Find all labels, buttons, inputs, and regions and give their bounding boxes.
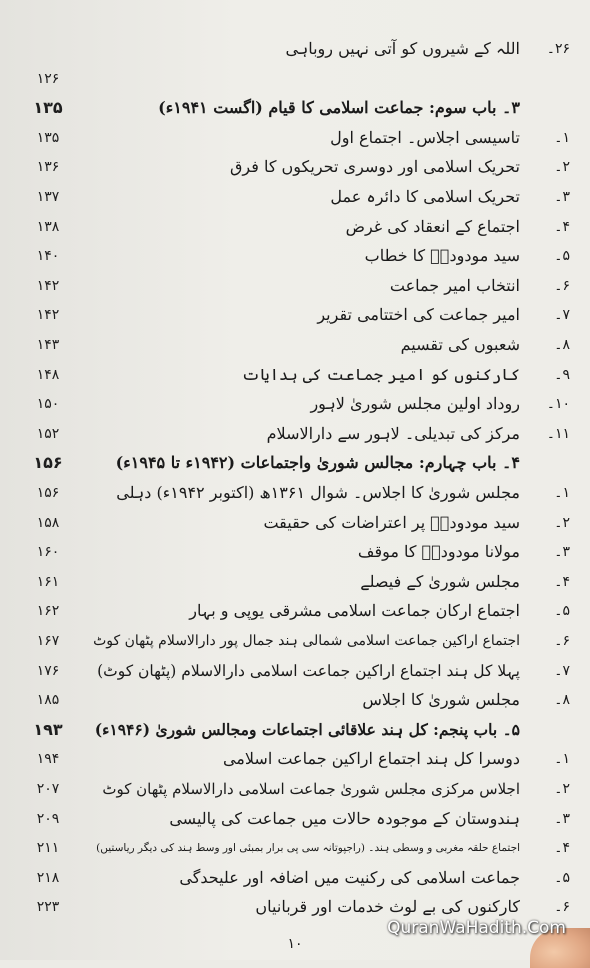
toc-entry-title: پہلا کل ہند اجتماع اراکین جماعت اسلامی دارالاسلام (پٹھان کوٹ) [97,661,520,680]
toc-entry-number: ۱۔ [554,485,570,501]
toc-entry-title: کارکنوں کی بے لوث خدمات اور قربانیاں [255,897,520,917]
toc-page-number: ۱۴۲ [36,307,60,324]
toc-page-number: ۲۰۷ [36,781,60,797]
toc-entry-title: مرکز کی تبدیلی۔ لاہور سے دارالاسلام [266,423,520,443]
toc-entry-title: مجلس شوریٰ کا اجلاس۔ شوال ۱۳۶۱ھ (اکتوبر ۱۹۴۲ء) دہلی [116,483,520,502]
page-number: ۱۰ [287,936,303,952]
toc-entry-title: اجتماع حلقہ مغربی و وسطی ہند۔ (راجپوتانہ سی پی برار بمبئی اور وسط ہند کی دیگر ریاستیں) [96,842,520,855]
toc-page-number: ۱۳۸ [36,218,60,235]
toc-page-number: ۱۵۸ [36,514,60,531]
toc-entry-title: سید مودودیؒ پر اعتراضات کی حقیقت [263,512,520,532]
toc-entry-number: ۸۔ [554,692,570,709]
toc-page-number: ۱۶۱ [36,573,60,590]
toc-page-number: ۱۴۲ [36,277,60,294]
toc-page-number: ۱۳۷ [36,189,60,205]
toc-page-number: ۱۹۳ [33,719,63,739]
toc-entry-title: اجتماع اراکین جماعت اسلامی شمالی ہند جمال پور دارالاسلام پٹھان کوٹ [93,633,520,649]
toc-page-number: ۱۵۲ [36,425,60,442]
toc-entry-number: ۷۔ [554,662,570,679]
toc-row [0,243,590,269]
toc-entry-number: ۴۔ [554,573,570,590]
toc-page-number: ۱۴۳ [36,337,60,353]
toc-entry-title: اجتماع ارکان جماعت اسلامی مشرقی یوپی و بہار [189,601,520,621]
toc-row [0,332,590,358]
toc-row [0,480,590,506]
toc-chapter-title: ۳۔ باب سوم: جماعت اسلامی کا قیام (اگست ۱۹۴۱ء) [158,98,520,118]
toc-page-number: ۱۵۶ [33,453,63,473]
toc-page-number: ۲۲۳ [36,899,60,916]
toc-row [0,687,590,713]
toc-entry-number: ۵۔ [554,869,570,886]
toc-entry-title: انتخاب امیر جماعت [389,275,520,295]
toc-page-number: ۱۵۶ [36,485,60,501]
toc-entry-title: اللہ کے شیروں کو آتی نہیں روباہی [285,39,520,58]
toc-entry-number: ۲۔ [554,159,570,176]
toc-entry-number: ۶۔ [554,899,570,916]
toc-entry-number: ۲۔ [554,781,570,797]
watermark: QuranWaHadith.Com [387,918,566,938]
toc-page-number: ۱۸۵ [36,692,60,709]
toc-row [0,894,590,920]
toc-entry-title: تحریک اسلامی اور دوسری تحریکوں کا فرق [229,157,520,177]
toc-entry-number: ۳۔ [554,189,570,205]
toc-page-number: ۱۶۷ [36,633,60,649]
toc-row [0,569,590,595]
toc-entry-number: ۴۔ [554,218,570,235]
toc-entry-title: ہندوستان کے موجودہ حالات میں جماعت کی پالیسی [169,808,520,828]
toc-entry-number: ۹۔ [554,366,570,383]
toc-row [0,628,590,654]
toc-page-number: ۲۰۹ [36,810,60,827]
toc-row [0,362,590,388]
toc-row [0,154,590,180]
toc-row [0,214,590,240]
toc-page-number: ۱۳۵ [33,98,63,118]
toc-entry-number: ۷۔ [554,307,570,324]
toc-row [0,510,590,536]
toc-entry-number: ۱۔ [554,751,570,768]
toc-entry-title: مولانا مودودیؒ کا موقف [357,542,520,562]
toc-row [0,66,590,92]
toc-row [0,835,590,861]
toc-row [0,273,590,299]
toc-page-number: ۱۴۸ [36,366,60,383]
toc-row [0,302,590,328]
toc-entry-number: ۱۱۔ [546,425,570,442]
toc-page-number: ۱۵۰ [36,396,60,413]
toc-row [0,776,590,802]
toc-entry-title: اجلاس مرکزی مجلس شوریٰ جماعت اسلامی دارالاسلام پٹھان کوٹ [102,780,520,798]
toc-row [0,36,590,62]
toc-entry-number: ۵۔ [554,603,570,620]
toc-entry-number: ۶۔ [554,277,570,294]
toc-row [0,421,590,447]
toc-page-number: ۱۳۵ [36,129,60,146]
toc-page-number: ۱۳۶ [36,159,60,176]
toc-entry-title: اجتماع کے انعقاد کی غرض [345,216,520,236]
toc-page-number: ۲۱۸ [36,869,60,886]
toc-entry-number: ۶۔ [554,633,570,649]
toc-entry-title: تحریک اسلامی کا دائرہ عمل [330,187,520,206]
toc-row [0,184,590,210]
toc-entry-number: ۵۔ [554,248,570,265]
toc-chapter-row [0,450,590,476]
toc-row [0,598,590,624]
toc-entry-title: شعبوں کی تقسیم [400,335,520,354]
toc-chapter-title: ۵۔ باب پنجم: کل ہند علاقائی اجتماعات ومجالس شوریٰ (۱۹۴۶ء) [94,719,520,739]
toc-entry-title: روداد اولین مجلس شوریٰ لاہور [310,394,520,414]
toc-chapter-row [0,717,590,743]
toc-row [0,539,590,565]
toc-page-number: ۱۹۴ [36,751,60,768]
toc-row [0,806,590,832]
toc-row [0,391,590,417]
toc-entry-number: ۲۔ [554,514,570,531]
toc-entry-title: امیر جماعت کی اختتامی تقریر [317,305,520,325]
toc-entry-number: ۳۔ [554,544,570,561]
toc-entry-number: ۸۔ [554,337,570,353]
toc-page-number: ۱۴۰ [36,248,60,265]
toc-row [0,125,590,151]
toc-page-number: ۱۶۲ [36,603,60,620]
toc-row [0,865,590,891]
toc-page-number: ۱۶۰ [36,544,60,561]
toc-chapter-title: ۴۔ باب چہارم: مجالس شوریٰ واجتماعات (۱۹۴۲ء تا ۱۹۴۵ء) [115,453,520,473]
toc-page-number: ۱۷۶ [36,662,60,679]
toc-chapter-row [0,95,590,121]
toc-entry-title: کارکنوں کو امیر جماعت کی ہدایات [241,364,520,384]
toc-page-number: ۱۲۶ [36,70,60,87]
toc-entry-number: ۴۔ [554,840,570,857]
toc-entry-number: ۱۔ [554,129,570,146]
toc-entry-title: دوسرا کل ہند اجتماع اراکین جماعت اسلامی [222,749,520,769]
toc-entry-title: مجلس شوریٰ کے فیصلے [360,571,520,591]
toc-entry-title: سید مودودیؒ کا خطاب [364,246,520,266]
toc-row [0,658,590,684]
toc-entry-number: ۲۶۔ [546,41,570,57]
toc-entry-title: تاسیسی اجلاس۔ اجتماع اول [330,127,520,147]
toc-page-number: ۲۱۱ [36,840,60,857]
toc-row [0,746,590,772]
toc-entry-number: ۳۔ [554,810,570,827]
toc-entry-title: مجلس شوریٰ کا اجلاس [362,690,520,710]
toc-entry-title: جماعت اسلامی کی رکنیت میں اضافہ اور علیحدگی [179,867,520,887]
toc-entry-number: ۱۰۔ [546,396,570,413]
